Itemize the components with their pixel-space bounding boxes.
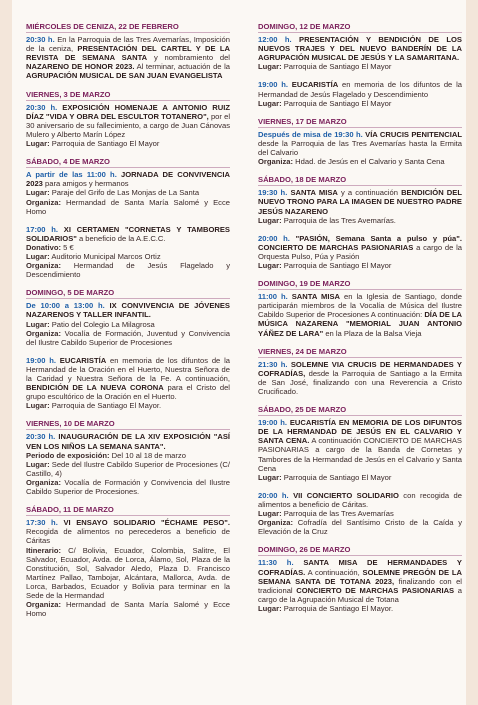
field-label: Periodo de exposición: [26, 450, 110, 460]
field-label: Organiza: [26, 600, 62, 610]
event-time: 19:30 h. [258, 188, 288, 198]
event-time: Después de misa de 19:30 h. [258, 129, 363, 139]
event-date: SÁBADO, 4 DE MARZO [26, 157, 110, 167]
event-text: Cofradía del Santísimo Cristo de la Caída y Elevación de la Cruz [258, 518, 462, 537]
event-entry [26, 157, 230, 216]
event-date: DOMINGO, 12 DE MARZO [258, 22, 351, 31]
event-entry [26, 356, 230, 411]
event-text: Hermandad de Santa María Salomé y Ecce Homo [26, 197, 230, 216]
field-label: Lugar: [258, 260, 282, 270]
event-time: 17:00 h. [26, 224, 58, 234]
event-title: XI CERTAMEN "CORNETAS Y TAMBORES SOLIDARIOS" [26, 224, 230, 243]
field-label: Lugar: [258, 509, 282, 519]
event-text: Vocalía de Formación y Convivencia del Ilustre Cabildo Superior de Procesiones. [26, 477, 230, 497]
event-text: desde la Parroquia de Santiago a la Ermita de San José, finalizando con una Reverencia a Cristo Crucificado. [258, 368, 462, 396]
field-label: Organiza: [26, 477, 62, 487]
event-text: a cargo de la Agrupación Musical de Totana [258, 585, 462, 604]
event-text: Hermandad de Santa María Salomé y Ecce Homo [26, 600, 230, 619]
event-text: Hdad. de Jesús en el Calvario y Santa Cena [293, 157, 445, 167]
event-text: desde la Parroquia de las Tres Avemarías hasta la Ermita del Calvario [258, 138, 462, 158]
event-time: 12:00 h. [258, 35, 292, 45]
event-time: 11:00 h. [258, 292, 288, 302]
event-title: EXPOSICIÓN HOMENAJE A ANTONIO RUIZ DÍAZ "VIDA Y OBRA DEL ESCULTOR TOTANERO", [26, 102, 231, 121]
event-title: SANTA MISA DE HERMANDADES Y COFRADÍAS. [258, 558, 462, 577]
event-date: VIERNES, 24 DE MARZO [258, 346, 347, 356]
event-entry [258, 405, 462, 482]
field-label: Organiza: [258, 518, 294, 528]
date-divider [26, 515, 230, 516]
event-title: CONCIERTO DE MARCHAS PASIONARIAS [296, 585, 455, 595]
event-date: VIERNES, 10 DE MARZO [26, 419, 115, 429]
event-text: Parroquia de Santiago El Mayor [49, 139, 160, 149]
field-label: Organiza: [26, 328, 62, 338]
event-text: para el Cristo del grupo escultórico de la Oración en el Huerto. [26, 383, 230, 402]
event-time: 20:30 h. [26, 432, 56, 442]
event-text: Vocalía de Formación, Juventud y Convivencia del Ilustre Cabildo Superior de Procesiones [26, 328, 230, 347]
event-time: 17:30 h. [26, 518, 58, 528]
event-title: DÍA DE LA MÚSICA NAZARENA "MEMORIAL JUAN ANTONIO YÁÑEZ DE LARA" [258, 310, 463, 338]
field-label: Lugar: [258, 98, 282, 108]
event-title: INAUGURACIÓN DE LA XIV EXPOSICIÓN "ASÍ VEN LOS NIÑOS LA SEMANA SANTA". [26, 432, 230, 451]
event-title: SOLEMNE PREGÓN DE LA SEMANA SANTA DE TOTANA 2023, [258, 567, 462, 586]
date-divider [258, 32, 462, 33]
event-date: SÁBADO, 11 DE MARZO [26, 505, 114, 515]
date-divider [258, 185, 462, 186]
date-divider [258, 555, 462, 556]
event-entry [258, 80, 462, 107]
left-column [26, 22, 230, 627]
event-date: SÁBADO, 25 DE MARZO [258, 405, 347, 415]
event-entry [258, 347, 462, 396]
event-text: Parroquia de Santiago El Mayor [281, 472, 392, 482]
event-text: a beneficio de la A.E.C.C. [76, 233, 166, 243]
event-text: en memoria de los difuntos de la Hermandad de la Oración en el Huerto, Nuestra Señora de la Caridad y Nuestra Señora de la Fe. A continuación, [26, 355, 230, 383]
event-entry [26, 225, 230, 280]
event-time: 19:00 h. [258, 80, 288, 90]
event-text: con recogida de alimentos a beneficio de Cáritas. [258, 490, 463, 509]
event-text: para amigos y hermanos [42, 179, 129, 189]
date-divider [26, 429, 230, 430]
event-text: 5 € [61, 242, 74, 252]
event-title: EUCARISTÍA [55, 355, 107, 365]
event-date: VIERNES, 17 DE MARZO [258, 116, 347, 126]
event-text: Parroquia de Santiago El Mayor. [49, 401, 162, 411]
event-title: EUCARISTÍA EN MEMORIA DE LOS DIFUNTOS DE LA HERMANDAD DE JESÚS EN EL CALVARIO Y SANTA CENA. [258, 418, 462, 446]
event-text: C/ Bolivia, Ecuador, Colombia, Salitre, El Salvador, Ecuador, Avda. de Lorca, Álamo, Sol, Plaza de la Constitución, Sol, Salvador Aledo, Plaza D. Francisco Martínez Pallao, Tambojar, Alcántara, Mallorca, Avda. de Lorca, Barbados, Ecuador y Bolivia para terminar en la Sede de la Hermandad [26, 545, 230, 600]
event-text: por el 30 aniversario de su fallecimiento, a cargo de Juan Cánovas Mulero y Alberto Marín López [26, 111, 230, 139]
event-entry [258, 175, 462, 224]
event-text: Parroquia de Santiago El Mayor. [281, 603, 394, 613]
event-text: en memoria de los difuntos de la Hermandad de Jesús Flagelado y Descendimiento [258, 80, 462, 99]
date-divider [258, 357, 462, 358]
event-text: y a continuación [337, 188, 402, 198]
right-border-decoration [466, 0, 478, 705]
event-text: y nombramiento del [147, 53, 230, 63]
event-title: BENDICIÓN DEL NUEVO TRONO PARA LA IMAGEN DE NUESTRO PADRE JESÚS NAZARENO [258, 188, 462, 216]
field-label: Lugar: [26, 251, 50, 261]
event-entry [26, 90, 230, 149]
field-label: Lugar: [26, 188, 50, 198]
event-entry [26, 288, 230, 347]
field-label: Organiza: [258, 157, 294, 167]
left-border-decoration [0, 0, 12, 705]
event-text: Del 10 al 18 de marzo [109, 450, 186, 460]
event-date: DOMINGO, 19 DE MARZO [258, 279, 351, 289]
event-time: 20:00 h. [258, 233, 290, 243]
field-label: Lugar: [258, 215, 282, 225]
event-text: Paraje del Grifo de Las Monjas de La Santa [49, 188, 200, 198]
field-label: Lugar: [26, 139, 50, 149]
event-title: IX CONVIVENCIA DE JÓVENES NAZARENOS Y TALLER INFANTIL. [26, 301, 230, 320]
field-label: Lugar: [26, 319, 50, 329]
date-divider [26, 100, 230, 101]
event-text: A continuación CONCIERTO DE MARCHAS PASIONARIAS a cargo de la Banda de Cornetas y Tambores de la Hermandad de Jesús en el Calvario y Santa Cena [258, 436, 463, 473]
event-text: Patio del Colegio La Milagrosa [49, 319, 155, 329]
event-title: PRESENTACIÓN DEL CARTEL Y DE LA REVISTA DE SEMANA SANTA [26, 44, 230, 63]
event-entry [258, 117, 462, 166]
date-divider [26, 32, 230, 33]
event-time: 20:30 h. [26, 102, 58, 112]
date-divider [258, 289, 462, 290]
event-entry [26, 505, 230, 618]
event-entry [258, 491, 462, 536]
event-time: A partir de las 11:00 h. [26, 170, 117, 180]
right-column [258, 22, 462, 622]
event-entry [258, 545, 462, 613]
event-text: Sede del Ilustre Cabildo Superior de Procesiones (C/ Castillo, 4) [26, 459, 230, 478]
event-date: DOMINGO, 5 DE MARZO [26, 288, 115, 298]
event-text: Parroquia de Santiago El Mayor [281, 98, 392, 108]
event-title: SANTA MISA [287, 292, 341, 302]
event-time: 21:30 h. [258, 359, 288, 369]
event-title: BENDICIÓN DE LA NUEVA CORONA [26, 383, 164, 393]
event-text: Al terminar, actuación de la [134, 62, 230, 72]
event-text: Parroquia de las Tres Avemarías. [281, 215, 396, 225]
event-title: VII CONCIERTO SOLIDARIO [288, 490, 399, 500]
field-label: Lugar: [258, 62, 282, 72]
event-text: Hermandad de Jesús Flagelado y Descendimiento [26, 261, 230, 280]
event-title: SOLEMNE VIA CRUCIS DE HERMANDADES Y COFRADÍAS, [258, 359, 462, 378]
event-entry [26, 22, 230, 81]
event-text: Recogida de alimentos no perecederos a beneficio de Cáritas [26, 527, 230, 546]
event-time: 20:30 h. [26, 35, 55, 45]
event-entry [258, 234, 462, 270]
event-text: A continuación, [305, 567, 363, 577]
field-label: Organiza: [26, 197, 62, 207]
event-entry [26, 419, 230, 496]
event-title: AGRUPACIÓN MUSICAL DE SAN JUAN EVANGELISTA [26, 71, 223, 81]
event-text: Parroquia de las Tres Avemarías [281, 509, 394, 519]
event-text: Parroquia de Santiago El Mayor [281, 260, 392, 270]
event-title: EUCARISTÍA [287, 80, 339, 90]
event-text: Parroquia de Santiago El Mayor [281, 62, 392, 72]
field-label: Lugar: [258, 603, 282, 613]
event-title: "PASIÓN, Semana Santa a pulso y púa". CONCIERTO DE MARCHAS PASIONARIAS [258, 233, 462, 252]
event-title: JORNADA DE CONVIVENCIA 2023 [26, 170, 230, 189]
event-time: 19:00 h. [26, 355, 56, 365]
event-title: PRESENTACIÓN Y BENDICIÓN DE LOS NUEVOS TRAJES Y DEL NUEVO BANDERÍN DE LA AGRUPACIÓN MUSICAL DE JESÚS Y LA SAMARITANA. [258, 35, 462, 63]
field-label: Lugar: [26, 459, 50, 469]
field-label: Itinerario: [26, 545, 62, 555]
event-text: Auditorio Municipal Marcos Ortiz [49, 251, 161, 261]
event-date: DOMINGO, 26 DE MARZO [258, 545, 351, 555]
event-text: en la Iglesia de Santiago, donde participarán miembros de la Vocalía de Música del Ilustre Cabildo Superior de Procesiones A continuación: [258, 292, 462, 320]
event-title: VÍA CRUCIS PENITENCIAL [362, 129, 462, 139]
date-divider [258, 127, 462, 128]
date-divider [26, 298, 230, 299]
date-divider [26, 167, 230, 168]
event-time: 19:00 h. [258, 418, 288, 428]
date-divider [258, 415, 462, 416]
field-label: Donativo: [26, 242, 62, 252]
event-date: VIERNES, 3 DE MARZO [26, 89, 111, 99]
field-label: Organiza: [26, 261, 62, 271]
event-title: SANTA MISA [287, 188, 338, 198]
field-label: Lugar: [258, 472, 282, 482]
event-date: MIÉRCOLES DE CENIZA, 22 DE FEBRERO [26, 22, 179, 31]
event-title: NAZARENO DE HONOR 2023. [26, 62, 135, 72]
event-date: SÁBADO, 18 DE MARZO [258, 175, 347, 185]
field-label: Lugar: [26, 401, 50, 411]
event-text: en la Plaza de la Balsa Vieja [323, 328, 422, 338]
event-time: 20:00 h. [258, 490, 289, 500]
event-text: a cargo de la Orquesta Pulso, Púa y Pasión [258, 242, 463, 261]
event-time: 11:30 h. [258, 558, 294, 568]
event-entry [258, 22, 462, 71]
event-text: En la Parroquia de las Tres Avemarías, Imposición de la ceniza, [26, 35, 230, 54]
event-title: VI ENSAYO SOLIDARIO "ÉCHAME PESO". [57, 518, 231, 528]
event-time: De 10:00 a 13:00 h. [26, 301, 105, 311]
event-text: finalizando con el tradicional [258, 576, 462, 595]
event-entry [258, 279, 462, 338]
